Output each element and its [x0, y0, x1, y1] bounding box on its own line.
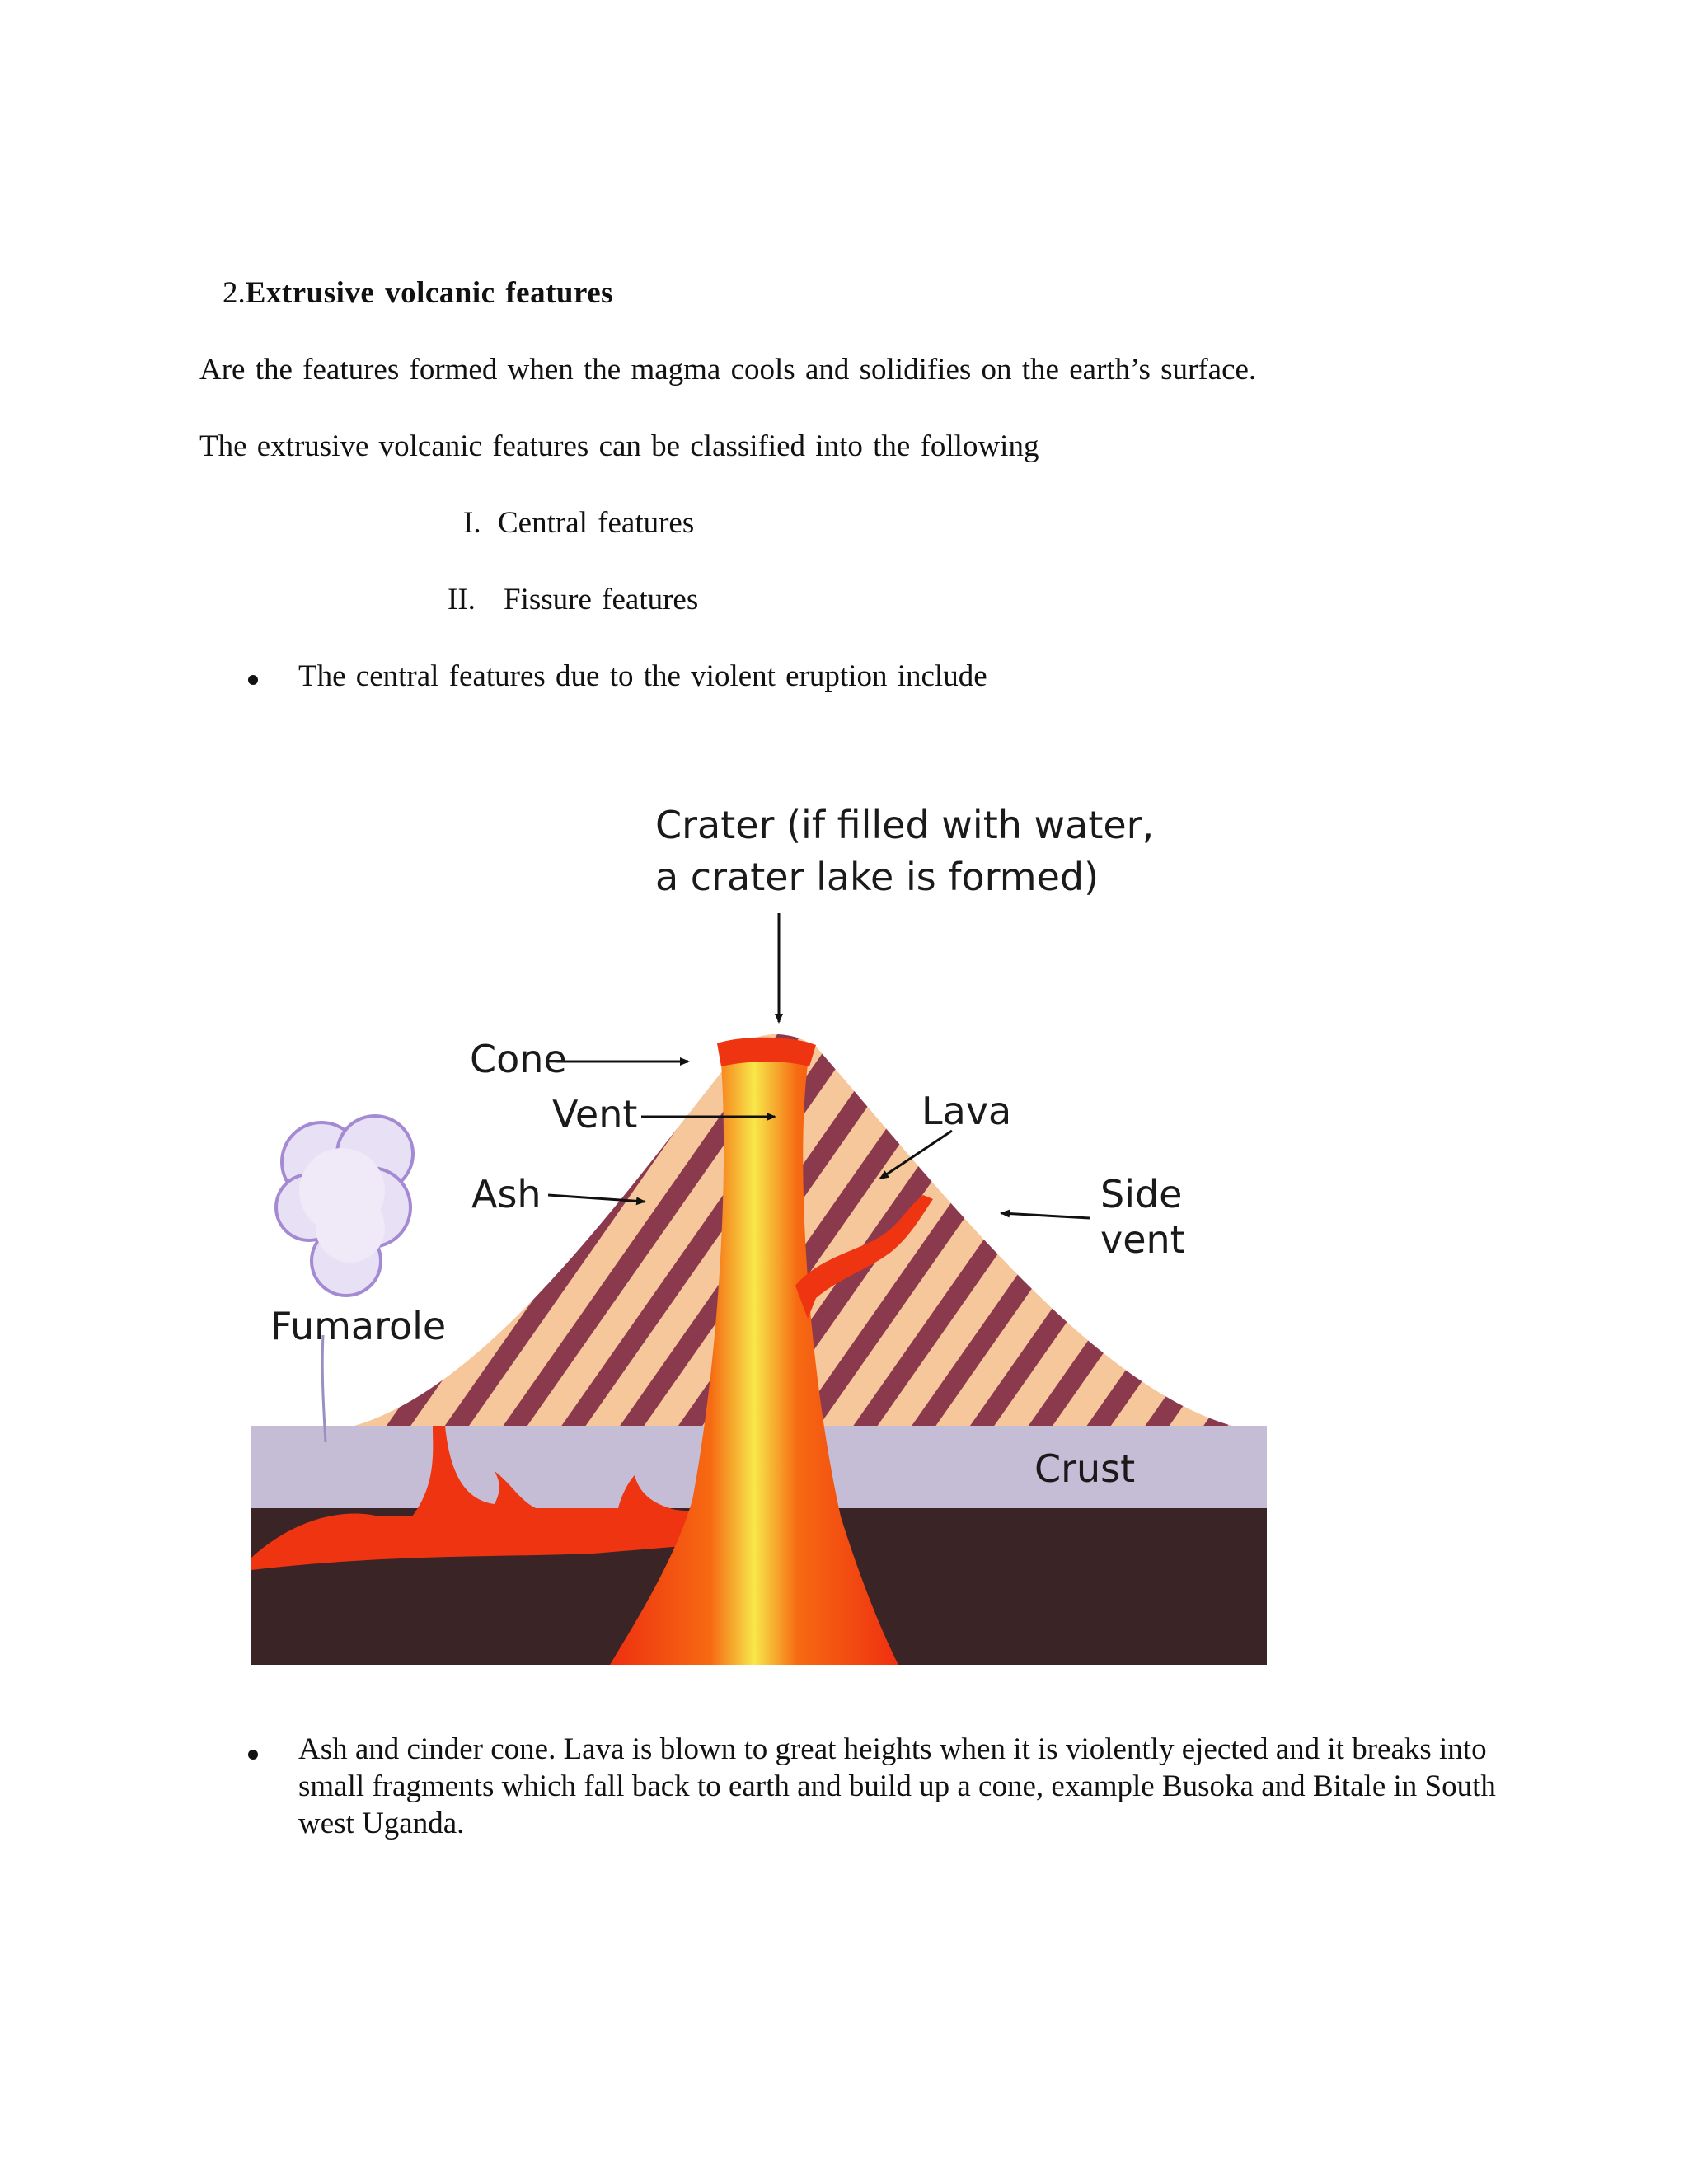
class-item-fissure [448, 582, 698, 618]
volcano-diagram [247, 791, 1278, 1681]
bullet-ash-cinder-cone: Ash and cinder cone. Lava is blown to great heights when it is violently ejected and it breaks into small fragments which fall back to earth and build up a cone, example Busoka and Bitale in South west Uganda. [298, 1732, 1496, 1840]
cone-label: Cone [470, 1037, 567, 1081]
crater-label-line1: Crater (if filled with water, [655, 803, 1155, 847]
side-vent-label-line1: Side [1100, 1172, 1183, 1216]
class-item-central [463, 505, 694, 541]
section-number: 2. [223, 276, 246, 310]
fumarole-label: Fumarole [270, 1304, 447, 1348]
bullet-dot [248, 1750, 258, 1760]
bullet-central-features: The central features due to the violent eruption include [298, 659, 987, 693]
class-numeral: I. [463, 506, 481, 540]
crust-label: Crust [1034, 1446, 1136, 1491]
section-title: Extrusive volcanic features [245, 276, 614, 310]
ash-label: Ash [471, 1172, 542, 1216]
side-vent-label-line2: vent [1100, 1217, 1185, 1262]
definition-text: Are the features formed when the magma cools and solidifies on the earth’s surface. [199, 353, 1257, 387]
volcano-diagram-svg [247, 791, 1278, 1681]
section-heading [223, 275, 613, 312]
vent-label: Vent [552, 1092, 638, 1137]
fumarole-cloud [276, 1116, 413, 1296]
crater-label-line2: a crater lake is formed) [655, 855, 1100, 899]
class-numeral: II. [448, 583, 476, 616]
side-vent-arrow [1001, 1213, 1090, 1218]
lava-label: Lava [921, 1089, 1012, 1133]
classification-intro: The extrusive volcanic features can be classified into the following [199, 429, 1039, 463]
class-label: Central features [498, 506, 695, 540]
class-label: Fissure features [504, 583, 699, 616]
bullet-dot [248, 675, 258, 685]
